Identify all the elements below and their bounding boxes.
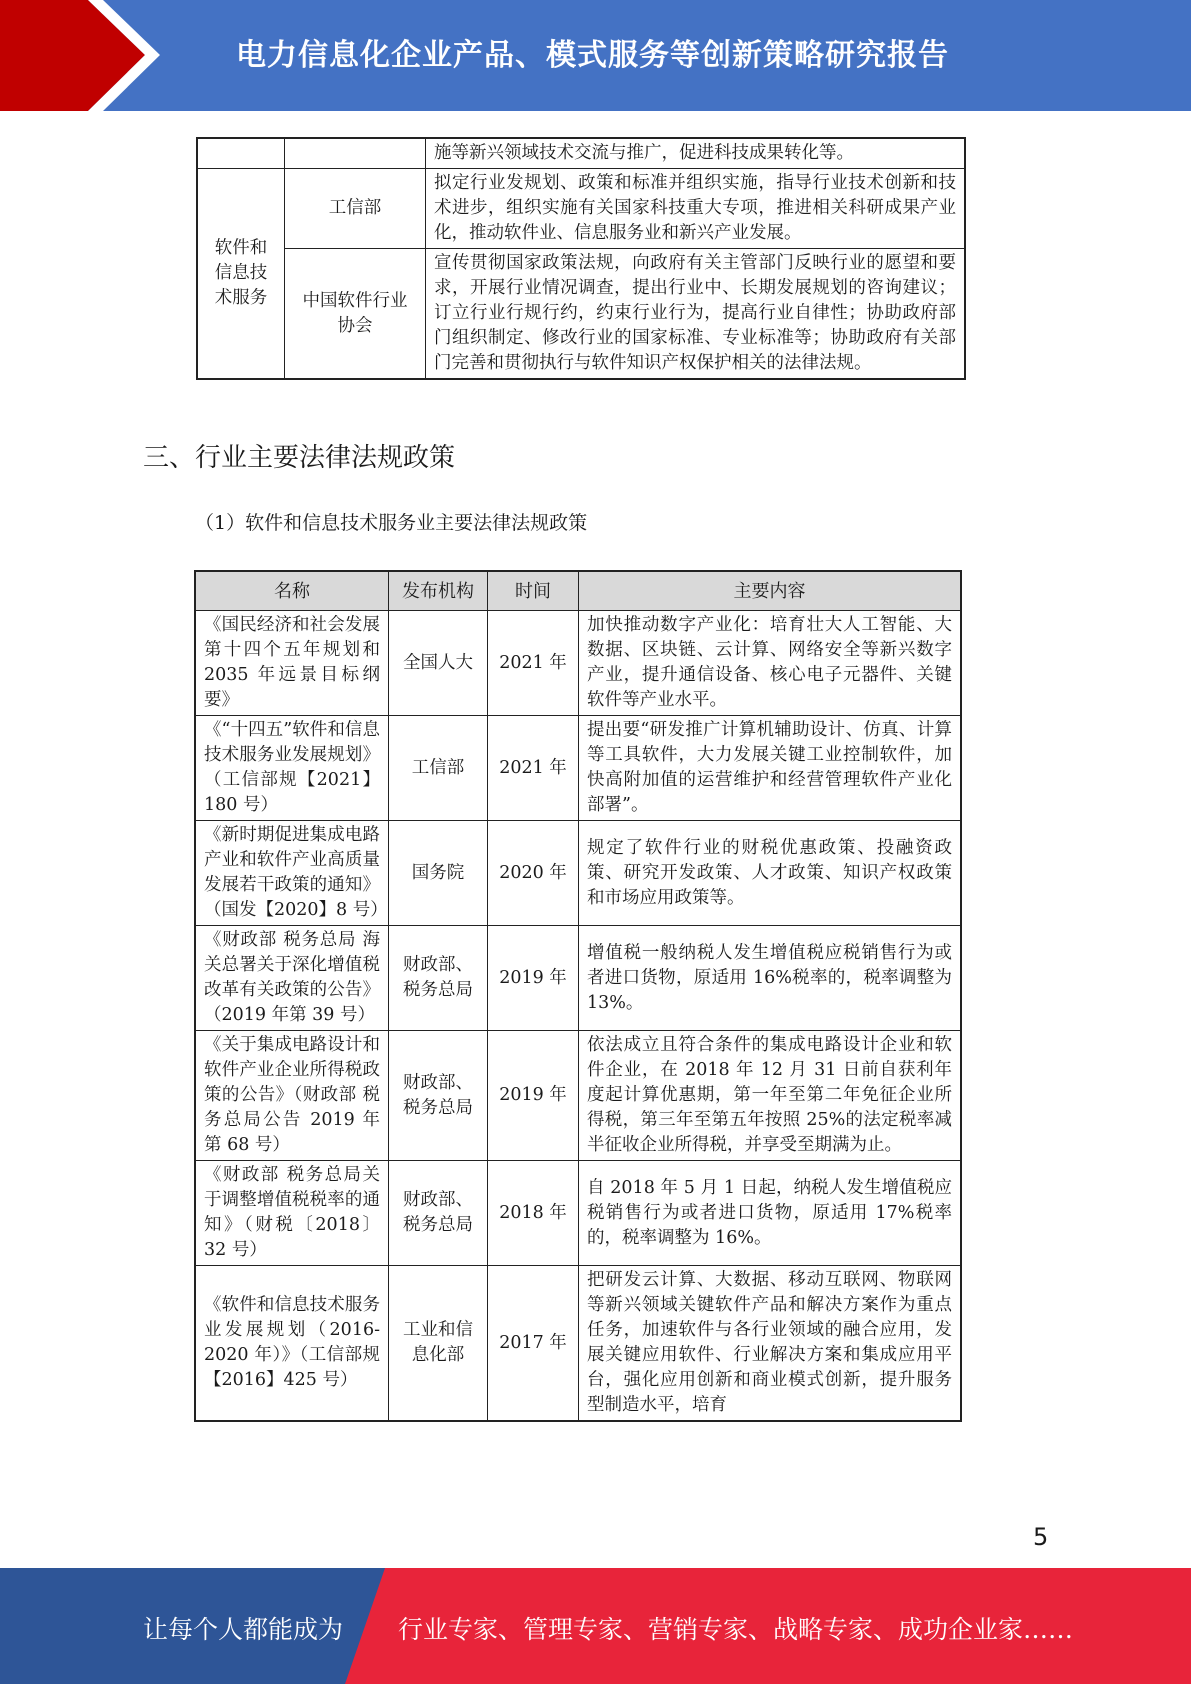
org-cell: 工信部 — [285, 169, 426, 249]
page-number: 5 — [1033, 1523, 1049, 1551]
table-row — [195, 821, 961, 926]
table-row — [197, 138, 965, 169]
column-header-time: 时间 — [488, 571, 579, 611]
table-row — [195, 611, 961, 716]
policy-name-cell: 《国民经济和社会发展第十四个五年规划和 2035 年远景目标纲要》 — [195, 611, 389, 716]
column-header-content: 主要内容 — [579, 571, 962, 611]
policy-name-cell: 《“十四五”软件和信息技术服务业发展规划》（工信部规【2021】180 号） — [195, 716, 389, 821]
sub-heading: （1）软件和信息技术服务业主要法律法规政策 — [195, 512, 588, 534]
policy-table — [194, 570, 962, 1422]
policy-time-cell: 2020 年 — [488, 821, 579, 926]
table-row — [195, 1031, 961, 1161]
policy-issuer-cell: 工信部 — [389, 716, 488, 821]
table-row — [195, 1266, 961, 1422]
policy-time-cell: 2021 年 — [488, 611, 579, 716]
duty-cell: 拟定行业发规划、政策和标准并组织实施，指导行业技术创新和技术进步，组织实施有关国家科技重大专项，推进相关科研成果产业化，推动软件业、信息服务业和新兴产业发展。 — [426, 169, 966, 249]
policy-content-cell: 依法成立且符合条件的集成电路设计企业和软件企业，在 2018 年 12 月 31 日前自获利年度起计算优惠期，第一年至第二年免征企业所得税，第三年至第五年按照 25%的法定税率减半征收企业所得税，并享受至期满为止。 — [579, 1031, 962, 1161]
policy-content-cell: 规定了软件行业的财税优惠政策、投融资政策、研究开发政策、人才政策、知识产权政策和市场应用政策等。 — [579, 821, 962, 926]
duty-cell: 宣传贯彻国家政策法规，向政府有关主管部门反映行业的愿望和要求，开展行业情况调查，提出行业中、长期发展规划的咨询建议；订立行业行规行约，约束行业行为，提高行业自律性；协助政府部门组织制定、修改行业的国家标准、专业标准等；协助政府有关部门完善和贯彻执行与软件知识产权保护相关的法律法规。 — [426, 249, 966, 380]
policy-content-cell: 提出要“研发推广计算机辅助设计、仿真、计算等工具软件，大力发展关键工业控制软件，加快高附加值的运营维护和经营管理软件产业化部署”。 — [579, 716, 962, 821]
footer-slogan-right: 行业专家、管理专家、营销专家、战略专家、成功企业家…… — [398, 1615, 1074, 1644]
policy-issuer-cell: 财政部、税务总局 — [389, 1031, 488, 1161]
footer-slogan-left: 让每个人都能成为 — [143, 1615, 344, 1644]
policy-name-cell: 《财政部 税务总局 海关总署关于深化增值税改革有关政策的公告》（2019 年第 39 号） — [195, 926, 389, 1031]
policy-time-cell: 2019 年 — [488, 1031, 579, 1161]
policy-time-cell: 2018 年 — [488, 1161, 579, 1266]
policy-issuer-cell: 国务院 — [389, 821, 488, 926]
table-row — [197, 249, 965, 380]
table-row — [195, 926, 961, 1031]
policy-time-cell: 2019 年 — [488, 926, 579, 1031]
report-title: 电力信息化企业产品、模式服务等创新策略研究报告 — [236, 38, 949, 73]
category-cell: 软件和信息技术服务 — [197, 169, 285, 380]
table-row — [195, 716, 961, 821]
org-cell: 中国软件行业协会 — [285, 249, 426, 380]
table-cell — [285, 138, 426, 169]
policy-content-cell: 加快推动数字产业化：培育壮大人工智能、大数据、区块链、云计算、网络安全等新兴数字产业，提升通信设备、核心电子元器件、关键软件等产业水平。 — [579, 611, 962, 716]
policy-issuer-cell: 财政部、税务总局 — [389, 926, 488, 1031]
policy-name-cell: 《软件和信息技术服务业发展规划（2016-2020 年）》（工信部规【2016】425 号） — [195, 1266, 389, 1422]
policy-content-cell: 自 2018 年 5 月 1 日起，纳税人发生增值税应税销售行为或者进口货物，原适用 17%税率的，税率调整为 16%。 — [579, 1161, 962, 1266]
table-row — [195, 1161, 961, 1266]
policy-issuer-cell: 财政部、税务总局 — [389, 1161, 488, 1266]
policy-content-cell: 增值税一般纳税人发生增值税应税销售行为或者进口货物，原适用 16%税率的，税率调整为 13%。 — [579, 926, 962, 1031]
policy-name-cell: 《关于集成电路设计和软件产业企业所得税政策的公告》（财政部 税务总局公告 2019 年第 68 号） — [195, 1031, 389, 1161]
section-heading: 三、行业主要法律法规政策 — [143, 443, 456, 473]
report-footer — [0, 1568, 1191, 1684]
column-header-issuer: 发布机构 — [389, 571, 488, 611]
column-header-name: 名称 — [195, 571, 389, 611]
table-cell — [197, 138, 285, 169]
table-row — [197, 169, 965, 249]
policy-issuer-cell: 全国人大 — [389, 611, 488, 716]
regulator-table — [196, 137, 966, 380]
policy-time-cell: 2021 年 — [488, 716, 579, 821]
policy-issuer-cell: 工业和信息化部 — [389, 1266, 488, 1422]
policy-name-cell: 《新时期促进集成电路产业和软件产业高质量发展若干政策的通知》（国发【2020】8 号） — [195, 821, 389, 926]
report-header — [0, 0, 1191, 111]
policy-name-cell: 《财政部 税务总局关于调整增值税税率的通知》（财税〔2018〕32 号） — [195, 1161, 389, 1266]
policy-content-cell: 把研发云计算、大数据、移动互联网、物联网等新兴领域关键软件产品和解决方案作为重点任务，加速软件与各行业领域的融合应用，发展关键应用软件、行业解决方案和集成应用平台，强化应用创新和商业模式创新，提升服务型制造水平，培育 — [579, 1266, 962, 1422]
table-cell: 施等新兴领域技术交流与推广，促进科技成果转化等。 — [426, 138, 966, 169]
policy-time-cell: 2017 年 — [488, 1266, 579, 1422]
table-header-row — [195, 571, 961, 611]
